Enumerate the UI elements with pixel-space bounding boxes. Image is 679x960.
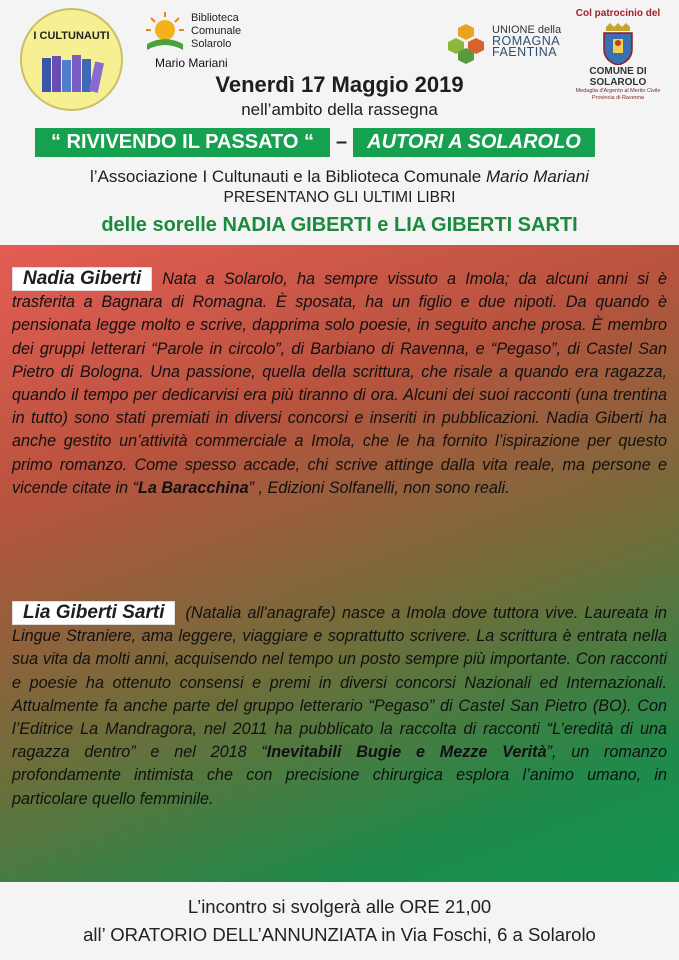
- authors-section: [0, 245, 679, 882]
- author-bio-nadia: [12, 267, 667, 500]
- biblioteca-text: [191, 12, 241, 51]
- banner-dash: –: [330, 128, 353, 157]
- biblioteca-line: Comunale: [191, 25, 242, 37]
- event-subtitle: nell’ambito della rassegna: [241, 100, 438, 119]
- romagna-faentina-logo: [444, 22, 574, 72]
- romagna-line: UNIONE della: [492, 24, 562, 36]
- bio-text: (Natalia all'anagrafe) nasce a Imola dove tuttora vive. Laureata in Lingue Straniere, ama leggere, viaggiare e soprattutto scrivere. La scrittura è entrata nella sua vita da molti anni, acquisendo nel tempo un posto sempre più importante. Con racconti e poesie ha ottenuto consensi e premi in diversi concorsi Nazionali ed Internazionali. Attualmente fa anche parte del gruppo letterario “Pegaso” di Castel San Pietro (BO). Con l’Editrice La Mandragora, nel 2011 ha pubblicato la raccolta di racconti “L’eredità di una ragazza dentro” e nel 2018 “: [12, 604, 667, 762]
- cultunauti-logo-text: I CULTUNAUTI: [33, 30, 110, 42]
- banner-subtitle: AUTORI A SOLAROLO: [353, 128, 595, 157]
- event-time: L’incontro si svolgerà alle ORE 21,00: [187, 896, 492, 917]
- banner-title: “ RIVIVENDO IL PASSATO “: [35, 128, 330, 157]
- bio-text: Nata a Solarolo, ha sempre vissuto a Imola; da alcuni anni si è trasferita a Bagnara di Romagna. È sposata, ha un figlio e due nipoti. Da quando è pensionata legge molto e scrive, dapprima solo poesie, in seguito anche prosa. È membro dei gruppi letterari “Parole in circolo”, di Barbiano di Ravenna, e “Pegaso”, di Castel San Pietro di Bologna. Una passione, quella della scrittura, che risale a quando era ragazza, quando il tempo per dedicarvisi era più tiranno di ora. Alcuni dei suoi racconti (una trentina in tutto) sono stati premiati in diversi concorsi e inseriti in pubblicazioni. Nadia Giberti ha anche gestito un’attività commerciale a Imola, che le ha fornito l’ispirazione per questo primo romanzo. Come spesso accade, chi scrive attinge dalla vita reale, ma persone e vicende citate in “: [12, 270, 667, 497]
- author-name: Nadia Giberti: [12, 267, 152, 291]
- provincia-label: Provincia di Ravenna: [592, 94, 644, 101]
- romagna-line: FAENTINA: [492, 45, 558, 59]
- book-title: Inevitabili Bugie e Mezze Verità: [266, 743, 547, 762]
- author-name: Lia Giberti Sarti: [12, 601, 175, 625]
- book-title: La Baracchina: [137, 478, 249, 497]
- organizers-line: [0, 167, 679, 187]
- medal-label: Medaglia d'Argento al Merito Civile: [575, 88, 661, 94]
- presentano-line: PRESENTANO GLI ULTIMI LIBRI: [223, 189, 456, 206]
- authors-heading: delle sorelle NADIA GIBERTI e LIA GIBERTI SARTI: [101, 214, 578, 236]
- biblioteca-line: Solarolo: [191, 38, 232, 50]
- biblioteca-line: Biblioteca: [191, 12, 239, 24]
- sun-book-icon: [143, 10, 187, 54]
- organizers-text: l’Associazione I Cultunauti e la Biblioteca Comunale: [90, 167, 486, 186]
- bio-text: ” , Edizioni Solfanelli, non sono reali.: [248, 478, 510, 497]
- header: [0, 0, 679, 245]
- footer: [0, 882, 679, 960]
- author-bio-lia: [12, 601, 667, 811]
- rassegna-banner: [35, 128, 643, 157]
- crest-icon: [600, 23, 636, 65]
- romagna-line: ROMAGNA: [492, 34, 561, 48]
- biblioteca-name: Mario Mariani: [155, 56, 228, 70]
- comune-label: COMUNE DI SOLAROLO: [589, 66, 647, 88]
- patrocinio-label: Col patrocinio del: [575, 8, 661, 19]
- hexagons-icon: [444, 22, 488, 64]
- event-date: Venerdì 17 Maggio 2019: [215, 72, 464, 97]
- romagna-text: [492, 25, 561, 58]
- event-location: all’ ORATORIO DELL’ANNUNZIATA in Via Foschi, 6 a Solarolo: [83, 924, 596, 945]
- library-name: Mario Mariani: [485, 167, 589, 186]
- bio-text: ”, un romanzo profondamente intimista che con precisione chirurgica esplora l’animo umano, in particolare quello femminile.: [12, 743, 668, 808]
